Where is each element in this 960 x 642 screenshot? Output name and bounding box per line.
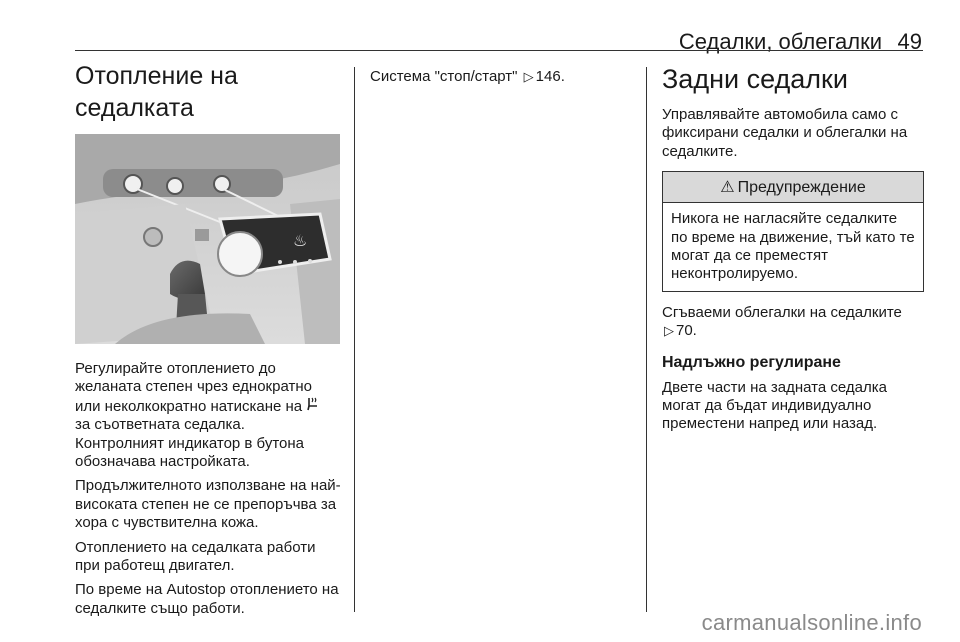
page-reference-icon: ▷ bbox=[664, 323, 674, 339]
p1-line-5: Контролният индикатор в бутона bbox=[75, 434, 304, 452]
seat-heating-icon bbox=[306, 398, 320, 415]
p1-line-3: или неколкократно натискане на bbox=[75, 397, 303, 415]
stop-start-text: Система "стоп/старт" bbox=[370, 68, 518, 85]
subheading-longitudinal-adjustment: Надлъжно регулиране bbox=[662, 353, 841, 371]
column-2 bbox=[370, 60, 640, 92]
paragraph-folding-backrests bbox=[662, 304, 924, 341]
p1-line-1: Регулирайте отоплението до bbox=[75, 360, 276, 377]
header-title: Седалки, облегалки bbox=[678, 29, 882, 54]
paragraph-engine-running: Отоплението на седалката работи при работещ двигател. bbox=[75, 538, 316, 575]
warning-header bbox=[663, 172, 923, 203]
folding-page-ref[interactable]: 70. bbox=[676, 322, 697, 340]
warning-box bbox=[662, 171, 924, 292]
p1-line-6: обозначава настройката. bbox=[75, 453, 250, 471]
paragraph-longitudinal-adjustment: Двете части на задната седалка могат да бъдат индивидуално преместени напред или назад. bbox=[662, 378, 887, 433]
column-1 bbox=[75, 60, 343, 624]
paragraph-stop-start bbox=[370, 68, 640, 86]
seat-heating-illustration bbox=[75, 134, 340, 344]
section-heading-seat-heating: Отопление на седалката bbox=[75, 62, 238, 122]
paragraph-prolonged-use: Продължителното използване на най-високата степен не се препоръчва за хора с чувствителна кожа. bbox=[75, 477, 341, 532]
warning-triangle-icon: ⚠ bbox=[720, 179, 735, 197]
watermark: carmanualsonline.info bbox=[701, 610, 922, 635]
warning-title: Предупреждение bbox=[737, 179, 866, 197]
header-rule bbox=[75, 50, 923, 51]
column-divider-2 bbox=[646, 67, 647, 612]
paragraph-adjust-heating bbox=[75, 360, 343, 471]
page-reference-icon: ▷ bbox=[523, 69, 534, 84]
column-3 bbox=[662, 60, 924, 440]
folding-backrests-text: Сгъваеми облегалки на седалките bbox=[662, 303, 902, 321]
warning-text: Никога не нагласяйте седалките по време на движение, тъй като те могат да се преместят неконтролируемо. bbox=[671, 210, 915, 283]
section-heading-rear-seats: Задни седалки bbox=[662, 64, 848, 94]
column-divider-1 bbox=[354, 67, 355, 612]
p1-line-4: за съответната седалка. bbox=[75, 416, 245, 434]
paragraph-rear-seats-intro: Управлявайте автомобила само с фиксирани седалки и облегалки на седалките. bbox=[662, 106, 908, 160]
paragraph-autostop: По време на Autostop отоплението на седалките също работи. bbox=[75, 581, 339, 617]
stop-start-page-ref[interactable]: 146. bbox=[535, 68, 565, 85]
p1-line-2: желаната степен чрез еднократно bbox=[75, 378, 312, 396]
page-number: 49 bbox=[897, 29, 922, 54]
svg-text:♨: ♨ bbox=[293, 231, 308, 250]
